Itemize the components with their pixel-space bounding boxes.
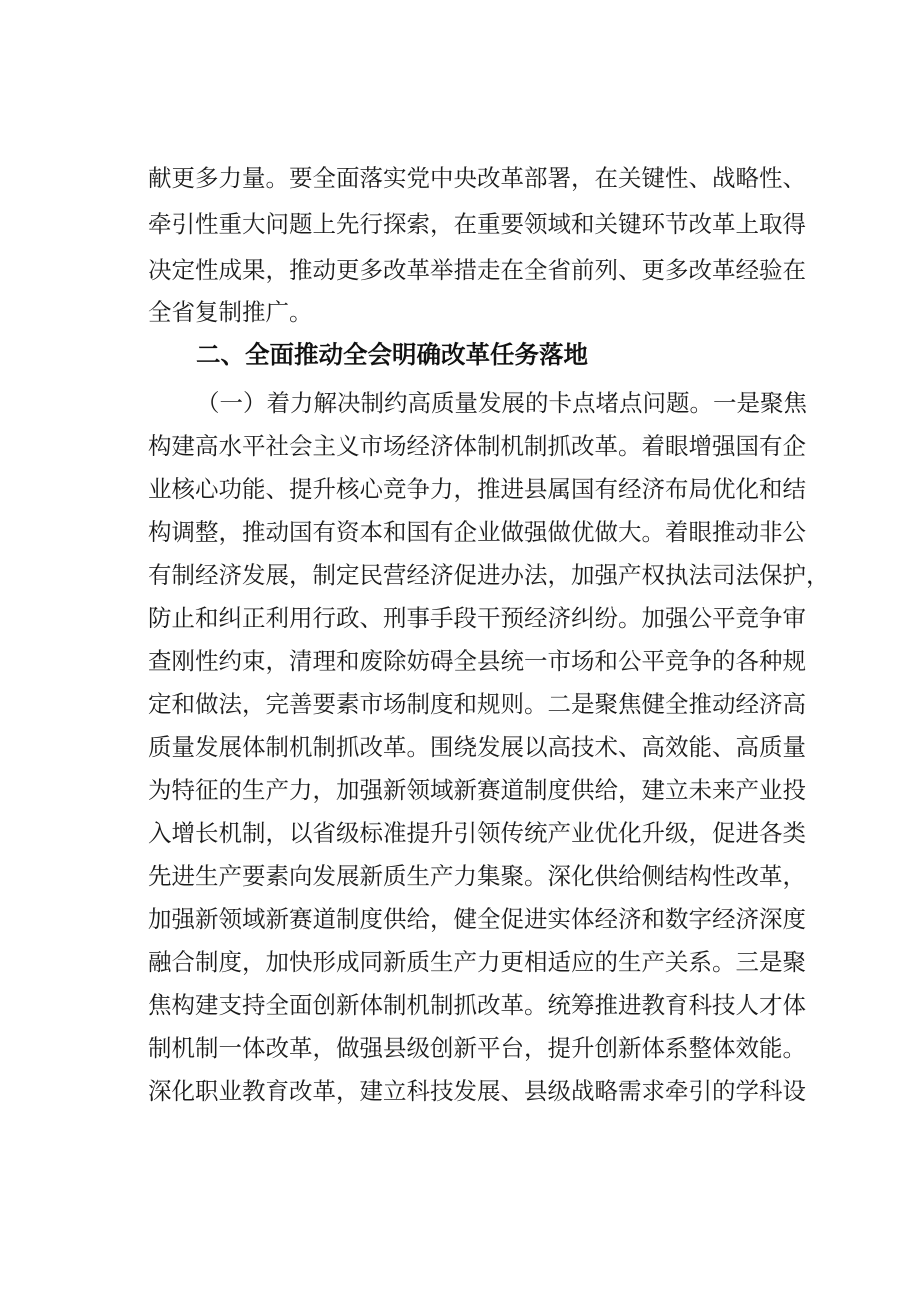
paragraph-line: 全省复制推广。 (148, 298, 313, 326)
paragraph-line: 构调整，推动国有资本和国有企业做强做优做大。着眼推动非公 (148, 518, 806, 546)
paragraph-line: 加强新领域新赛道制度供给，健全促进实体经济和数字经济深度 (148, 905, 806, 933)
paragraph-line: 防止和纠正利用行政、刑事手段干预经济纠纷。加强公平竞争审 (148, 604, 806, 632)
paragraph-line: 为特征的生产力，加强新领域新赛道制度供给，建立未来产业投 (148, 776, 806, 804)
paragraph-line: 有制经济发展，制定民营经济促进办法，加强产权执法司法保护， (148, 561, 830, 589)
paragraph-line: 决定性成果，推动更多改革举措走在全省前列、更多改革经验在 (148, 256, 806, 284)
paragraph-line: 融合制度，加快形成同新质生产力更相适应的生产关系。三是聚 (148, 948, 806, 976)
paragraph-line: 查刚性约束，清理和废除妨碍全县统一市场和公平竞争的各种规 (148, 647, 806, 675)
paragraph-line: 业核心功能、提升核心竞争力，推进县属国有经济布局优化和结 (148, 475, 806, 503)
section-heading: 二、全面推动全会明确改革任务落地 (196, 340, 588, 369)
paragraph-line: 焦构建支持全面创新体制机制抓改革。统筹推进教育科技人才体 (148, 991, 806, 1019)
paragraph-line: 构建高水平社会主义市场经济体制机制抓改革。着眼增强国有企 (148, 432, 806, 460)
paragraph-line: 牵引性重大问题上先行探索，在重要领域和关键环节改革上取得 (148, 210, 806, 238)
paragraph-line: 质量发展体制机制抓改革。围绕发展以高技术、高效能、高质量 (148, 733, 806, 761)
paragraph-line: 先进生产要素向发展新质生产力集聚。深化供给侧结构性改革， (148, 862, 806, 890)
paragraph-line: 深化职业教育改革，建立科技发展、县级战略需求牵引的学科设 (148, 1077, 806, 1105)
paragraph-line: 献更多力量。要全面落实党中央改革部署，在关键性、战略性、 (148, 164, 806, 192)
paragraph-line: （一）着力解决制约高质量发展的卡点堵点问题。一是聚焦 (196, 389, 807, 417)
paragraph-line: 定和做法，完善要素市场制度和规则。二是聚焦健全推动经济高 (148, 690, 806, 718)
paragraph-line: 入增长机制，以省级标准提升引领传统产业优化升级，促进各类 (148, 819, 806, 847)
paragraph-line: 制机制一体改革，做强县级创新平台，提升创新体系整体效能。 (148, 1034, 806, 1062)
